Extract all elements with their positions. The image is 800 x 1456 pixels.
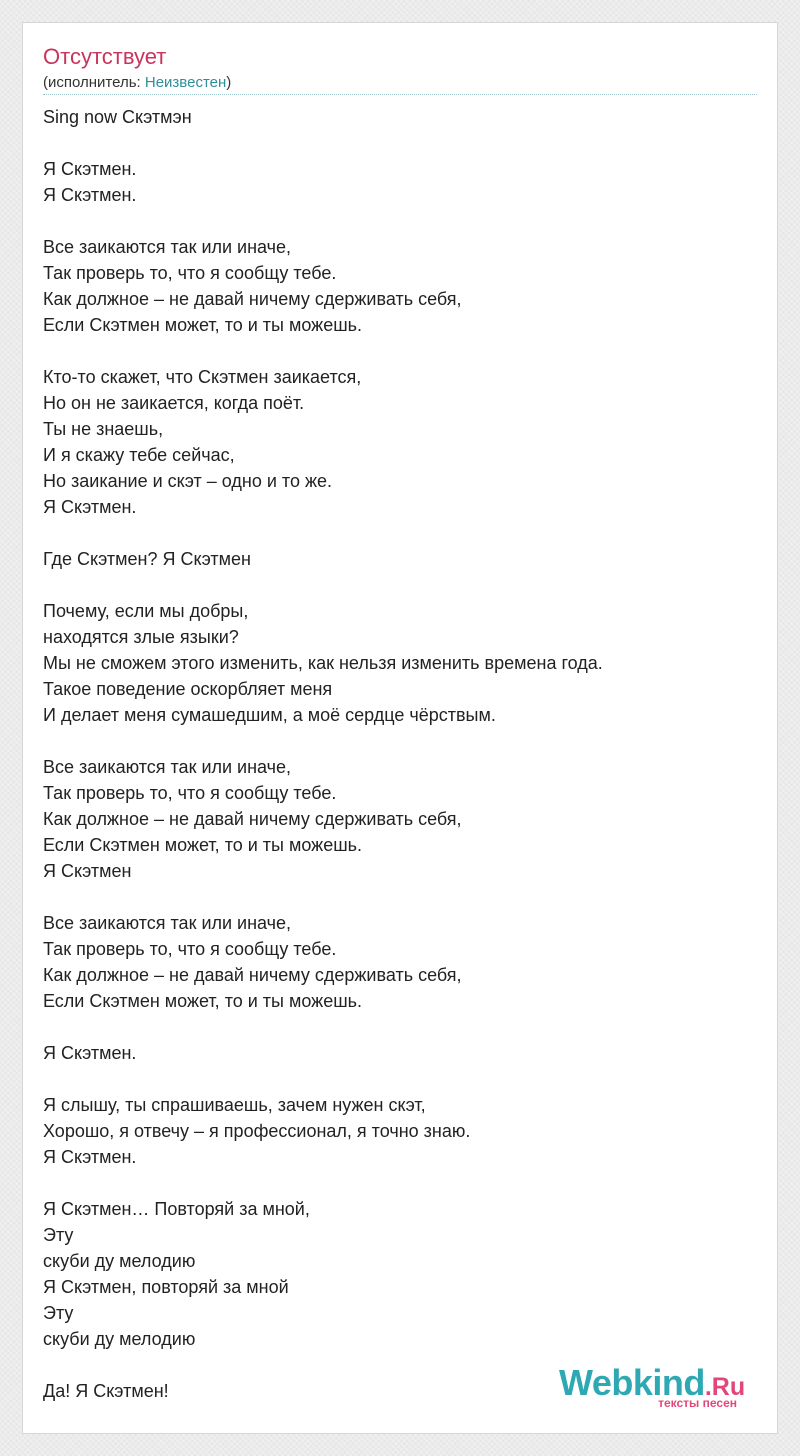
lyrics-line: Я Скэтмен	[43, 861, 132, 881]
lyrics-line: Я Скэтмен, повторяй за мной	[43, 1277, 289, 1297]
lyrics-line: Так проверь то, что я сообщу тебе.	[43, 939, 337, 959]
lyrics-line: Как должное – не давай ничему сдерживать себя,	[43, 289, 462, 309]
lyrics-blank-line	[43, 520, 759, 546]
lyrics-line: Так проверь то, что я сообщу тебе.	[43, 263, 337, 283]
lyrics-line: скуби ду мелодию	[43, 1329, 196, 1349]
performer-line	[43, 73, 231, 93]
lyrics-card	[22, 22, 778, 1434]
lyrics-line: находятся злые языки?	[43, 627, 239, 647]
lyrics-blank-line	[43, 728, 759, 754]
lyrics-blank-line	[43, 338, 759, 364]
lyrics-line: Как должное – не давай ничему сдерживать себя,	[43, 809, 462, 829]
lyrics-line: Но он не заикается, когда поёт.	[43, 393, 305, 413]
song-title: Отсутствует	[43, 44, 167, 69]
lyrics-line: Так проверь то, что я сообщу тебе.	[43, 783, 337, 803]
lyrics-blank-line	[43, 1170, 759, 1196]
lyrics-line: Все заикаются так или иначе,	[43, 913, 292, 933]
logo-brand-name: Webkind	[559, 1362, 705, 1403]
performer-link[interactable]: Неизвестен	[144, 74, 227, 91]
lyrics-line: Такое поведение оскорбляет меня	[43, 679, 333, 699]
lyrics-line: Да! Я Скэтмен!	[43, 1381, 169, 1401]
lyrics-line: Я Скэтмен.	[43, 1147, 137, 1167]
lyrics-line: Если Скэтмен может, то и ты можешь.	[43, 315, 363, 335]
lyrics-line: Эту	[43, 1303, 74, 1323]
site-logo[interactable]	[559, 1363, 749, 1411]
performer-suffix: )	[226, 74, 232, 91]
lyrics-line: Все заикаются так или иначе,	[43, 237, 292, 257]
lyrics-blank-line	[43, 130, 759, 156]
lyrics-line: Я слышу, ты спрашиваешь, зачем нужен скэт,	[43, 1095, 426, 1115]
lyrics-line: Но заикание и скэт – одно и то же.	[43, 471, 333, 491]
lyrics-line: Я Скэтмен.	[43, 159, 137, 179]
lyrics-blank-line	[43, 1014, 759, 1040]
lyrics-line: Хорошо, я отвечу – я профессионал, я точно знаю.	[43, 1121, 471, 1141]
lyrics-line: Если Скэтмен может, то и ты можешь.	[43, 835, 363, 855]
logo-brand-tld: .Ru	[704, 1373, 746, 1401]
logo-tagline: тексты песен	[658, 1396, 737, 1410]
lyrics-blank-line	[43, 1066, 759, 1092]
lyrics-line: И делает меня сумашедшим, а моё сердце чёрствым.	[43, 705, 496, 725]
lyrics-line: И я скажу тебе сейчас,	[43, 445, 235, 465]
lyrics-blank-line	[43, 208, 759, 234]
lyrics-body	[43, 104, 759, 1404]
lyrics-line: Если Скэтмен может, то и ты можешь.	[43, 991, 363, 1011]
title-divider	[43, 94, 757, 95]
lyrics-line: Где Скэтмен? Я Скэтмен	[43, 549, 251, 569]
lyrics-line: Эту	[43, 1225, 74, 1245]
lyrics-line: Ты не знаешь,	[43, 419, 164, 439]
lyrics-line: Почему, если мы добры,	[43, 601, 249, 621]
lyrics-blank-line	[43, 884, 759, 910]
lyrics-blank-line	[43, 572, 759, 598]
lyrics-line: Я Скэтмен.	[43, 185, 137, 205]
lyrics-line: Я Скэтмен.	[43, 1043, 137, 1063]
lyrics-line: Мы не сможем этого изменить, как нельзя изменить времена года.	[43, 653, 603, 673]
lyrics-line: Я Скэтмен.	[43, 497, 137, 517]
lyrics-line: Кто-то скажет, что Скэтмен заикается,	[43, 367, 362, 387]
lyrics-line: Sing now Скэтмэн	[43, 107, 192, 127]
lyrics-line: Все заикаются так или иначе,	[43, 757, 292, 777]
lyrics-line: скуби ду мелодию	[43, 1251, 196, 1271]
performer-prefix: (исполнитель:	[43, 74, 145, 91]
lyrics-line: Я Скэтмен… Повторяй за мной,	[43, 1199, 310, 1219]
lyrics-line: Как должное – не давай ничему сдерживать себя,	[43, 965, 462, 985]
